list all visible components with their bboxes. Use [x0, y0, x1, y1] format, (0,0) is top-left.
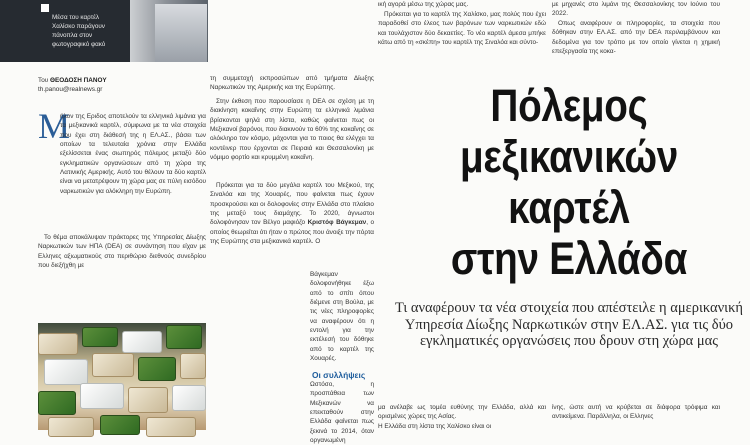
- drop-cap: Μ: [38, 106, 71, 146]
- narrow-paragraph: Βάγκεμαν δολοφονήθηκε έξω από το σπίτι όπου διέμενε στη Βούλα, με τις νέες πληροφορίες να αναφέρουν ότι η εντολή για την εκτέλεσή του δόθηκε από το καρτέλ της Χουαρές.: [310, 271, 374, 363]
- seized-packages-photo: [38, 323, 206, 430]
- highlighted-name: Κριστόφ Βάγκεμαν: [307, 219, 367, 227]
- headline: [413, 80, 724, 284]
- subsection-title: Οι συλλήψεις: [312, 370, 366, 380]
- paragraph: με μηχανές στο λιμάνι της Θεσσαλονίκης τον Ιούνιο του 2022.: [552, 1, 720, 18]
- headline-line: Πόλεμος: [490, 80, 648, 131]
- headline-line: καρτέλ: [508, 182, 630, 233]
- paragraph: Στην έκθεση που παρουσίασε η DEA σε σχέση με τη διακίνηση κοκαΐνης στην Ευρώπη τα ελληνικά λιμάνια βρίσκονται ψηλά στη λίστα, καθώς φαίνεται πως οι Μεξικανοί βαρόνοι, που διακινούν το 60% της κοκαΐνης σε ολόκληρο τον κόσμο, μάχονται για το ποιος θα ελέγχει τα κοντέινερ που έρχονται σε Πειραιά και Θεσσαλονίκη με νόμιμο φορτίο και κρυμμένη κοκαΐνη.: [210, 98, 374, 162]
- paragraph-text: Πρόκειται για τα δύο μεγάλα καρτέλ του Μεξικού, της Σιναλόα και της Χουαρές, που φαίνεται πως έχουν προσκρούσει και οι δολοφονίες στην Ελλάδα στο πλαίσιο της μεταξύ τους διαμάχης. Το 2020, άγνωστοι δολοφόνησαν τον Βέλγο μαφιόζο: [210, 182, 374, 227]
- lead-paragraph-start: [60, 112, 206, 196]
- byline-prefix: Του: [38, 77, 51, 84]
- lead-text: ήλον της Εριδος αποτελούν τα ελληνικά λιμάνια για τα μεξικανικά καρτέλ, σύμφωνα με τα νέα στοιχεία που έχει στη διάθεσή της η ΕΛ.ΑΣ., βάσει των οποίων τα τελευταία χρόνια στην Ελλάδα εξελίσσεται ένας σιωπηρός πόλεμος μεταξύ δύο εγκληματικών οργανώσεων από τη χώρα της Λατινικής Αμερικής. Αυτό του θέλουν τα δύο καρτέλ είναι να μετατρέψουν τη χώρα μας σε πύλη εισόδου ναρκωτικών για ολόκληρη την Ευρώπη.: [60, 113, 206, 195]
- subsection-paragraph: Ωστόσο, η προσπάθεια των Μεξικανών να επεκταθούν στην Ελλάδα φαίνεται πως ξεκινά το 2014, όταν οργανωμένη: [310, 381, 374, 445]
- paragraph: ίνης, ώστε αυτή να κρύβεται σε διάφορα τρόφιμα και αντικείμενα. Παράλληλα, οι Ελληνες: [552, 404, 720, 421]
- paragraph: ική αγορά μέσω της χώρας μας.: [378, 1, 469, 8]
- author-email[interactable]: th.panou@realnews.gr: [38, 86, 103, 94]
- subheadline: Τι αναφέρουν τα νέα στοιχεία που απέστειλε η αμερικανική Υπηρεσία Δίωξης Ναρκωτικών στην ΕΛ.ΑΣ. για τις δύο εγκληματικές οργανώσεις που δρουν στη χώρα μας: [395, 300, 743, 350]
- paragraph: [210, 181, 374, 246]
- headline-line: στην Ελλάδα: [450, 233, 688, 284]
- headline-line: μεξικανικών: [459, 131, 679, 182]
- paragraph: τη συμμετοχή εκπροσώπων από τμήματα Δίωξης Ναρκωτικών της Αμερικής και της Ευρώπης.: [210, 75, 374, 92]
- paragraph: Οπως αναφέρουν οι πληροφορίες, τα στοιχεία που δόθηκαν στην ΕΛ.ΑΣ. από την DEA περιλαμβάνουν και δεδομένα για τον τρόπο με τον οποίο γίνεται η χημική επεξεργασία της κοκα-: [552, 20, 720, 56]
- paragraph: μα ανέλαβε ως τομέα ευθύνης την Ελλάδα, αλλά και ορισμένες χώρες της Ασίας. Η Ελλάδα στη λίστα της Χαλίσκο είναι οι: [378, 404, 546, 430]
- paragraph: Το θέμα αποκάλυψαν πράκτορες της Υπηρεσίας Δίωξης Ναρκωτικών των ΗΠΑ (DEA) σε συνάντηση που είχαν με Ελληνες αξιωματικούς στο περιθώριο διεθνούς συνεδρίου που διεξήχθη με: [38, 234, 206, 270]
- author-name: ΘΕΟΔΟΣΗ ΠΑΝΟΥ: [50, 77, 107, 84]
- photo-caption: Μέσα του καρτέλ Χαλίσκο παράγουν πάνοπλα στον φωτογραφικό φακό: [52, 14, 106, 48]
- byline: [38, 76, 107, 95]
- paragraph-text: , ο οποίος θεωρείται ότι ήταν ο πρώτος που άνοιξε την πόρτα της Ευρώπης στα μεξικανικά καρτέλ. Ο: [210, 219, 375, 246]
- photo-light-object: [155, 4, 207, 62]
- paragraph: Πρόκειται για το καρτέλ της Χαλίσκο, μας πολύς που έχει παραδοθεί στο έλεος των βαρόνων των ναρκωτικών εδώ και τουλάχιστον δύο δεκαετίες. Το νέο καρτέλ άμεσα μπήκε κάτω από τη «σκέπη» του καρτέλ της Σιναλόα και σύντο-: [378, 11, 546, 47]
- caption-marker-icon: [41, 4, 49, 12]
